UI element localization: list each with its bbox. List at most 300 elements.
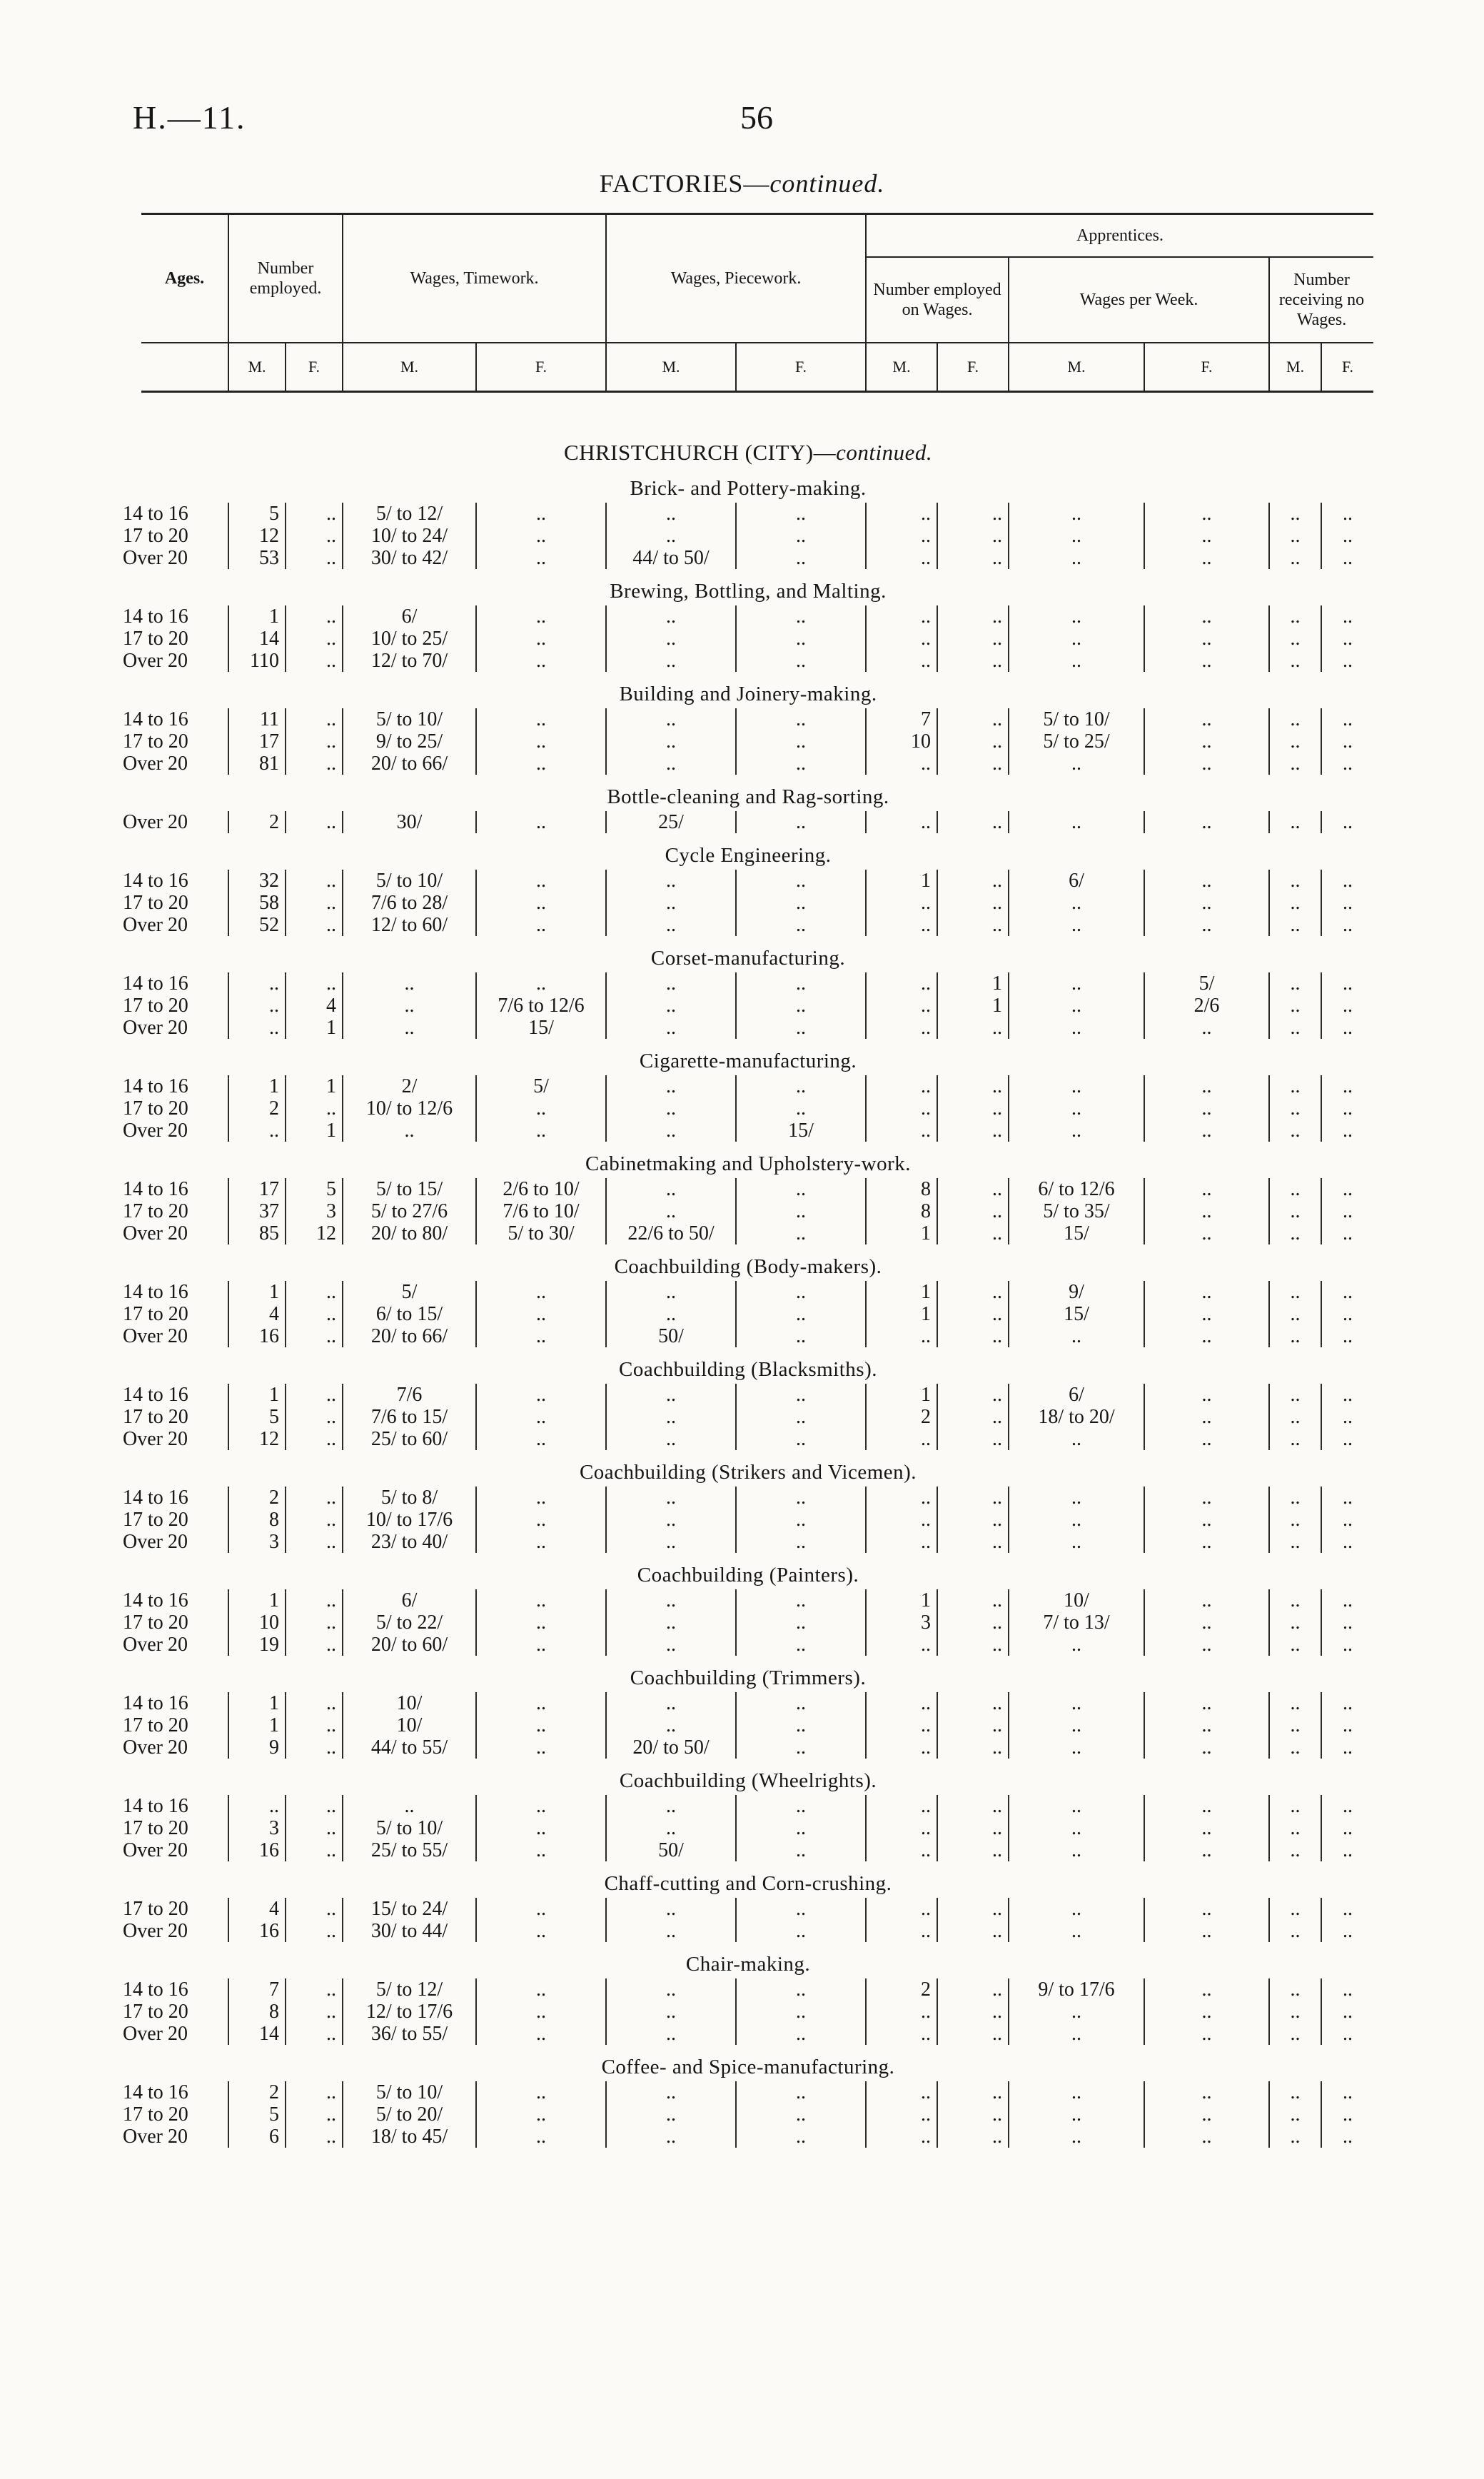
employed-f-cell: .. <box>286 1406 343 1428</box>
employed-f-cell: .. <box>286 1817 343 1839</box>
employed-m-cell: 1 <box>228 605 286 628</box>
timework-f-cell: .. <box>476 811 606 833</box>
timework-f-cell: .. <box>476 1736 606 1759</box>
apprentice-wages-m-cell: .. <box>1009 605 1144 628</box>
employed-f-cell: 1 <box>286 1017 343 1039</box>
timework-f-cell: .. <box>476 2081 606 2103</box>
employed-m-cell: 53 <box>228 547 286 569</box>
employed-m-cell: .. <box>228 1017 286 1039</box>
section-heading: Cigarette-manufacturing. <box>639 1050 857 1072</box>
no-wages-f-cell: .. <box>1321 1714 1373 1736</box>
table-row <box>123 1634 1373 1656</box>
employed-f-cell: .. <box>286 730 343 753</box>
no-wages-f-cell: .. <box>1321 1120 1373 1142</box>
piecework-f-cell: .. <box>736 1611 866 1634</box>
timework-m-cell: 12/ to 70/ <box>343 650 476 672</box>
no-wages-m-cell: .. <box>1269 995 1321 1017</box>
age-cell: 14 to 16 <box>123 708 188 730</box>
timework-f-cell: .. <box>476 605 606 628</box>
apprentice-wages-f-cell: .. <box>1144 1531 1269 1553</box>
timework-m-cell: 7/6 <box>343 1384 476 1406</box>
apprentice-wages-m-cell: .. <box>1009 1736 1144 1759</box>
apprentice-wages-f-cell: .. <box>1144 811 1269 833</box>
section-heading: Coachbuilding (Strikers and Vicemen). <box>579 1461 917 1484</box>
piecework-m-cell: .. <box>606 1178 736 1200</box>
age-cell: 17 to 20 <box>123 1817 188 1839</box>
timework-m-cell: 25/ to 55/ <box>343 1839 476 1861</box>
employed-f-cell: .. <box>286 811 343 833</box>
apprentice-wages-f-cell: .. <box>1144 914 1269 936</box>
no-wages-m-cell: .. <box>1269 547 1321 569</box>
timework-m-cell: 10/ to 12/6 <box>343 1097 476 1120</box>
employed-m-cell: 1 <box>228 1589 286 1611</box>
number-employed-header: Number employed. <box>228 214 343 343</box>
apprentice-wages-f-cell: .. <box>1144 870 1269 892</box>
employed-f-cell: .. <box>286 1589 343 1611</box>
age-cell: Over 20 <box>123 2126 188 2148</box>
employed-f-cell: .. <box>286 605 343 628</box>
piecework-f-cell: .. <box>736 547 866 569</box>
apprentice-employed-f-cell: .. <box>937 605 1009 628</box>
table-row <box>123 870 1373 892</box>
timework-f-cell: .. <box>476 1839 606 1861</box>
piecework-f-cell: .. <box>736 2001 866 2023</box>
piecework-f-cell: .. <box>736 650 866 672</box>
apprentice-wages-m-cell: .. <box>1009 1487 1144 1509</box>
apprentice-employed-m-cell: .. <box>866 892 937 914</box>
timework-m-cell: 10/ to 17/6 <box>343 1509 476 1531</box>
table-row <box>123 605 1373 628</box>
timework-m-cell: 2/ <box>343 1075 476 1097</box>
no-wages-f-cell: .. <box>1321 2001 1373 2023</box>
age-cell: 14 to 16 <box>123 1075 188 1097</box>
apprentice-employed-f-cell: .. <box>937 1795 1009 1817</box>
timework-f-cell: .. <box>476 1795 606 1817</box>
apprentice-employed-f-cell: .. <box>937 2001 1009 2023</box>
timework-f-cell: .. <box>476 1303 606 1325</box>
no-wages-m-cell: .. <box>1269 1406 1321 1428</box>
section-heading: Coachbuilding (Wheelrights). <box>619 1769 877 1792</box>
piecework-m-cell: 20/ to 50/ <box>606 1736 736 1759</box>
no-wages-m-cell: .. <box>1269 708 1321 730</box>
piecework-f-cell: .. <box>736 1692 866 1714</box>
table-row <box>123 547 1373 569</box>
timework-m-cell: 23/ to 40/ <box>343 1531 476 1553</box>
no-wages-m-cell: .. <box>1269 1178 1321 1200</box>
employed-f-cell: .. <box>286 2081 343 2103</box>
age-cell: 17 to 20 <box>123 995 188 1017</box>
employed-m-cell: 1 <box>228 1692 286 1714</box>
apprentice-wages-m-cell: .. <box>1009 1795 1144 1817</box>
age-cell: 14 to 16 <box>123 1384 188 1406</box>
apprentice-wages-f-cell: .. <box>1144 1795 1269 1817</box>
timework-m-cell: .. <box>343 1120 476 1142</box>
apprentice-wages-m-cell: .. <box>1009 1817 1144 1839</box>
timework-f-cell: .. <box>476 708 606 730</box>
apprentice-employed-m-cell: .. <box>866 2103 937 2126</box>
section-heading-row <box>123 936 1373 972</box>
table-row <box>123 1097 1373 1120</box>
no-wages-m-cell: .. <box>1269 892 1321 914</box>
apprentice-employed-f-cell: .. <box>937 708 1009 730</box>
timework-m-cell: 5/ to 10/ <box>343 870 476 892</box>
apprentice-employed-m-cell: .. <box>866 1097 937 1120</box>
apprentice-employed-m-cell: .. <box>866 2126 937 2148</box>
timework-m-cell: 7/6 to 28/ <box>343 892 476 914</box>
apprentice-wages-m-cell: 15/ <box>1009 1303 1144 1325</box>
timework-m-cell: 15/ to 24/ <box>343 1898 476 1920</box>
no-wages-m-cell: .. <box>1269 914 1321 936</box>
apprentice-employed-m-cell: .. <box>866 2023 937 2045</box>
no-wages-f-cell: .. <box>1321 2103 1373 2126</box>
apprentice-wages-m-cell: .. <box>1009 1509 1144 1531</box>
piecework-m-cell: .. <box>606 753 736 775</box>
no-wages-m-cell: .. <box>1269 1736 1321 1759</box>
apprentice-employed-m-cell: .. <box>866 547 937 569</box>
apprentice-employed-f-cell: .. <box>937 753 1009 775</box>
piecework-f-cell: .. <box>736 1509 866 1531</box>
age-cell: Over 20 <box>123 1120 188 1142</box>
no-wages-f-cell: .. <box>1321 1736 1373 1759</box>
table-row <box>123 1531 1373 1553</box>
section-heading: Cycle Engineering. <box>665 844 832 867</box>
employed-f-cell: .. <box>286 650 343 672</box>
apprentice-employed-f-cell: .. <box>937 1200 1009 1222</box>
apprentice-employed-f-cell: 1 <box>937 995 1009 1017</box>
employed-f-cell: .. <box>286 1795 343 1817</box>
piecework-m-cell: .. <box>606 650 736 672</box>
piecework-m-cell: .. <box>606 1714 736 1736</box>
section-heading: Coachbuilding (Painters). <box>637 1564 859 1587</box>
employed-m-cell: .. <box>228 1795 286 1817</box>
age-cell: Over 20 <box>123 1634 188 1656</box>
apprentice-employed-f-cell: .. <box>937 2103 1009 2126</box>
timework-f-cell: 2/6 to 10/ <box>476 1178 606 1200</box>
age-cell: 14 to 16 <box>123 1487 188 1509</box>
report-code: H.—11. <box>133 99 246 136</box>
apprentice-employed-f-cell: .. <box>937 1509 1009 1531</box>
piecework-f-cell: .. <box>736 1017 866 1039</box>
apprentice-employed-m-cell: .. <box>866 1817 937 1839</box>
timework-m-cell: 10/ <box>343 1714 476 1736</box>
apprentice-employed-m-cell: .. <box>866 2081 937 2103</box>
piecework-f-cell: .. <box>736 1178 866 1200</box>
apprentice-wages-f-cell: .. <box>1144 730 1269 753</box>
apprentice-wages-m-cell: .. <box>1009 972 1144 995</box>
no-wages-f-cell: .. <box>1321 753 1373 775</box>
no-wages-f-cell: .. <box>1321 2126 1373 2148</box>
apprentice-wages-m-cell: .. <box>1009 2023 1144 2045</box>
age-cell: 17 to 20 <box>123 1406 188 1428</box>
timework-f-cell: .. <box>476 1487 606 1509</box>
no-wages-m-cell: .. <box>1269 1325 1321 1347</box>
timework-f-cell: .. <box>476 503 606 525</box>
apprentice-wages-m-cell: .. <box>1009 503 1144 525</box>
timework-f-cell: .. <box>476 1611 606 1634</box>
employed-f-cell: .. <box>286 1281 343 1303</box>
no-wages-f-cell: .. <box>1321 1611 1373 1634</box>
apprentice-employed-m-cell: .. <box>866 1839 937 1861</box>
timework-f-cell: .. <box>476 892 606 914</box>
apprentice-employed-f-cell: .. <box>937 1714 1009 1736</box>
apprentice-wages-m-cell: .. <box>1009 811 1144 833</box>
section-heading-row <box>123 466 1373 503</box>
no-wages-f-cell: .. <box>1321 892 1373 914</box>
apprentice-wages-f-cell: .. <box>1144 1303 1269 1325</box>
piecework-m-cell: .. <box>606 1281 736 1303</box>
piecework-f-cell: .. <box>736 914 866 936</box>
apprentice-employed-f-cell: .. <box>937 2023 1009 2045</box>
apprentice-wages-m-cell: 9/ to 17/6 <box>1009 1978 1144 2001</box>
apprentice-employed-f-cell: .. <box>937 1589 1009 1611</box>
apprentice-wages-m-cell: .. <box>1009 1325 1144 1347</box>
timework-f-cell: .. <box>476 1509 606 1531</box>
piecework-m-cell: .. <box>606 1531 736 1553</box>
apprentice-employed-f-header: F. <box>937 343 1009 392</box>
no-wages-f-cell: .. <box>1321 1920 1373 1942</box>
no-wages-f-cell: .. <box>1321 1531 1373 1553</box>
employed-f-cell: .. <box>286 1325 343 1347</box>
age-cell: Over 20 <box>123 1736 188 1759</box>
timework-f-cell: .. <box>476 2023 606 2045</box>
apprentice-employed-f-cell: .. <box>937 1611 1009 1634</box>
timework-f-cell: .. <box>476 1898 606 1920</box>
apprentice-wages-m-cell: .. <box>1009 1017 1144 1039</box>
apprentice-wages-f-cell: .. <box>1144 1384 1269 1406</box>
wages-per-week-header: Wages per Week. <box>1009 257 1269 343</box>
apprentice-employed-f-cell: .. <box>937 1097 1009 1120</box>
apprentice-wages-m-cell: .. <box>1009 1692 1144 1714</box>
apprentice-employed-m-cell: .. <box>866 1692 937 1714</box>
no-wages-f-cell: .. <box>1321 870 1373 892</box>
table-row <box>123 1325 1373 1347</box>
apprentice-wages-m-cell: .. <box>1009 1097 1144 1120</box>
apprentice-wages-f-cell: .. <box>1144 1097 1269 1120</box>
section-heading: Coachbuilding (Blacksmiths). <box>619 1358 877 1381</box>
no-wages-m-cell: .. <box>1269 605 1321 628</box>
city-heading-main: CHRISTCHURCH (CITY)— <box>563 440 837 465</box>
table-row <box>123 914 1373 936</box>
piecework-f-cell: .. <box>736 605 866 628</box>
factories-table <box>123 428 1373 2148</box>
piecework-m-cell: .. <box>606 1406 736 1428</box>
section-heading-row <box>123 833 1373 870</box>
apprentice-wages-m-cell: 5/ to 25/ <box>1009 730 1144 753</box>
no-wages-m-cell: .. <box>1269 1920 1321 1942</box>
age-cell: 17 to 20 <box>123 1509 188 1531</box>
employed-m-cell: 2 <box>228 2081 286 2103</box>
piecework-m-cell: .. <box>606 1978 736 2001</box>
age-cell: 14 to 16 <box>123 1281 188 1303</box>
employed-f-cell: .. <box>286 2126 343 2148</box>
age-cell: 17 to 20 <box>123 892 188 914</box>
apprentice-employed-m-cell: .. <box>866 1736 937 1759</box>
age-cell: 17 to 20 <box>123 1303 188 1325</box>
employed-f-cell: .. <box>286 1097 343 1120</box>
apprentice-employed-m-cell: 1 <box>866 1281 937 1303</box>
piecework-f-cell: .. <box>736 525 866 547</box>
no-wages-f-cell: .. <box>1321 1634 1373 1656</box>
table-row <box>123 628 1373 650</box>
apprentice-employed-m-cell: .. <box>866 1487 937 1509</box>
table-row <box>123 892 1373 914</box>
employed-f-cell: .. <box>286 503 343 525</box>
no-wages-f-cell: .. <box>1321 1795 1373 1817</box>
timework-m-cell: 9/ to 25/ <box>343 730 476 753</box>
timework-m-cell: 5/ to 27/6 <box>343 1200 476 1222</box>
apprentice-employed-m-cell: .. <box>866 525 937 547</box>
table-row <box>123 1978 1373 2001</box>
timework-m-cell: 20/ to 60/ <box>343 1634 476 1656</box>
apprentice-employed-f-cell: .. <box>937 811 1009 833</box>
piecework-m-header: M. <box>606 343 736 392</box>
no-wages-f-cell: .. <box>1321 1097 1373 1120</box>
age-cell: 17 to 20 <box>123 1097 188 1120</box>
piecework-f-cell: .. <box>736 503 866 525</box>
apprentice-wages-m-cell: .. <box>1009 2081 1144 2103</box>
employed-f-cell: .. <box>286 1487 343 1509</box>
apprentice-employed-m-cell: 8 <box>866 1178 937 1200</box>
apprentice-employed-m-cell: 8 <box>866 1200 937 1222</box>
section-heading: Coachbuilding (Trimmers). <box>630 1666 867 1689</box>
apprentice-wages-f-cell: .. <box>1144 1736 1269 1759</box>
employed-m-cell: 2 <box>228 1097 286 1120</box>
no-wages-f-cell: .. <box>1321 1325 1373 1347</box>
age-cell: Over 20 <box>123 1920 188 1942</box>
no-wages-f-cell: .. <box>1321 995 1373 1017</box>
employed-m-cell: 1 <box>228 1384 286 1406</box>
no-wages-m-cell: .. <box>1269 1303 1321 1325</box>
timework-m-cell: 5/ to 15/ <box>343 1178 476 1200</box>
piecework-m-cell: .. <box>606 914 736 936</box>
timework-m-cell: 6/ to 15/ <box>343 1303 476 1325</box>
employed-f-cell: 3 <box>286 1200 343 1222</box>
employed-m-cell: 12 <box>228 1428 286 1450</box>
apprentice-wages-m-cell: .. <box>1009 753 1144 775</box>
timework-f-cell: .. <box>476 730 606 753</box>
no-wages-f-cell: .. <box>1321 1017 1373 1039</box>
piecework-f-cell: .. <box>736 1634 866 1656</box>
age-cell: 17 to 20 <box>123 1200 188 1222</box>
apprentice-wages-m-cell: 15/ <box>1009 1222 1144 1244</box>
apprentice-employed-m-cell: 3 <box>866 1611 937 1634</box>
section-heading-row <box>123 1553 1373 1589</box>
piecework-f-cell: .. <box>736 753 866 775</box>
employed-f-cell: .. <box>286 1531 343 1553</box>
apprentice-employed-f-cell: .. <box>937 1303 1009 1325</box>
apprentice-wages-f-cell: .. <box>1144 1325 1269 1347</box>
employed-f-cell: .. <box>286 1384 343 1406</box>
apprentice-employed-f-cell: .. <box>937 1487 1009 1509</box>
employed-m-cell: 52 <box>228 914 286 936</box>
employed-m-cell: 58 <box>228 892 286 914</box>
no-wages-m-cell: .. <box>1269 1795 1321 1817</box>
table-row <box>123 1817 1373 1839</box>
timework-f-cell: .. <box>476 1384 606 1406</box>
employed-m-cell: .. <box>228 995 286 1017</box>
timework-m-cell: .. <box>343 972 476 995</box>
section-heading-row <box>123 1942 1373 1978</box>
employed-m-cell: 1 <box>228 1075 286 1097</box>
apprentice-wages-f-cell: .. <box>1144 1817 1269 1839</box>
employed-f-cell: .. <box>286 708 343 730</box>
timework-f-cell: .. <box>476 914 606 936</box>
age-cell: Over 20 <box>123 1017 188 1039</box>
piecework-f-cell: .. <box>736 1200 866 1222</box>
piecework-f-cell: .. <box>736 972 866 995</box>
apprentice-wages-f-cell: .. <box>1144 547 1269 569</box>
piecework-f-cell: .. <box>736 1736 866 1759</box>
timework-m-cell: 20/ to 80/ <box>343 1222 476 1244</box>
age-cell: Over 20 <box>123 914 188 936</box>
apprentice-wages-m-cell: .. <box>1009 2103 1144 2126</box>
employed-m-cell: .. <box>228 972 286 995</box>
no-wages-f-cell: .. <box>1321 914 1373 936</box>
timework-f-cell: .. <box>476 1920 606 1942</box>
no-wages-f-cell: .. <box>1321 1281 1373 1303</box>
section-heading: Coffee- and Spice-manufacturing. <box>601 2056 895 2078</box>
no-wages-m-cell: .. <box>1269 870 1321 892</box>
piecework-f-cell: .. <box>736 730 866 753</box>
piecework-m-cell: 44/ to 50/ <box>606 547 736 569</box>
timework-m-cell: 10/ <box>343 1692 476 1714</box>
timework-m-cell: 5/ to 20/ <box>343 2103 476 2126</box>
employed-m-cell: 3 <box>228 1817 286 1839</box>
apprentice-wages-f-cell: .. <box>1144 2081 1269 2103</box>
employed-m-cell: 5 <box>228 503 286 525</box>
timework-f-cell: 7/6 to 10/ <box>476 1200 606 1222</box>
wages-piecework-header: Wages, Piecework. <box>606 214 866 343</box>
apprentice-wages-m-cell: 6/ <box>1009 870 1144 892</box>
employed-f-cell: 12 <box>286 1222 343 1244</box>
wages-timework-header: Wages, Timework. <box>343 214 606 343</box>
apprentice-employed-f-cell: .. <box>937 2126 1009 2148</box>
employed-m-cell: 2 <box>228 811 286 833</box>
timework-f-cell: .. <box>476 547 606 569</box>
no-wages-f-cell: .. <box>1321 605 1373 628</box>
apprentice-employed-m-cell: 2 <box>866 1406 937 1428</box>
timework-f-cell: .. <box>476 972 606 995</box>
apprentice-employed-m-cell: .. <box>866 503 937 525</box>
timework-m-header: M. <box>343 343 476 392</box>
no-wages-m-cell: .. <box>1269 2103 1321 2126</box>
piecework-m-cell: 50/ <box>606 1839 736 1861</box>
no-wages-f-cell: .. <box>1321 1589 1373 1611</box>
timework-f-cell: .. <box>476 1634 606 1656</box>
apprentice-wages-m-cell: 9/ <box>1009 1281 1144 1303</box>
no-wages-m-cell: .. <box>1269 1589 1321 1611</box>
employed-f-cell: .. <box>286 892 343 914</box>
timework-f-cell: 15/ <box>476 1017 606 1039</box>
timework-m-cell: 5/ to 22/ <box>343 1611 476 1634</box>
timework-f-cell: .. <box>476 870 606 892</box>
apprentice-wages-m-cell: 6/ to 12/6 <box>1009 1178 1144 1200</box>
piecework-m-cell: .. <box>606 525 736 547</box>
apprentice-employed-f-cell: .. <box>937 1281 1009 1303</box>
apprentice-wages-f-header: F. <box>1144 343 1269 392</box>
piecework-m-cell: .. <box>606 995 736 1017</box>
piecework-m-cell: .. <box>606 1428 736 1450</box>
timework-m-cell: 5/ to 8/ <box>343 1487 476 1509</box>
no-wages-f-cell: .. <box>1321 650 1373 672</box>
piecework-m-cell: .. <box>606 1817 736 1839</box>
apprentice-employed-m-cell: 1 <box>866 1384 937 1406</box>
no-wages-f-cell: .. <box>1321 708 1373 730</box>
employed-f-cell: .. <box>286 1978 343 2001</box>
apprentice-wages-m-cell: .. <box>1009 2126 1144 2148</box>
apprentice-wages-f-cell: .. <box>1144 1634 1269 1656</box>
employed-m-cell: 10 <box>228 1611 286 1634</box>
